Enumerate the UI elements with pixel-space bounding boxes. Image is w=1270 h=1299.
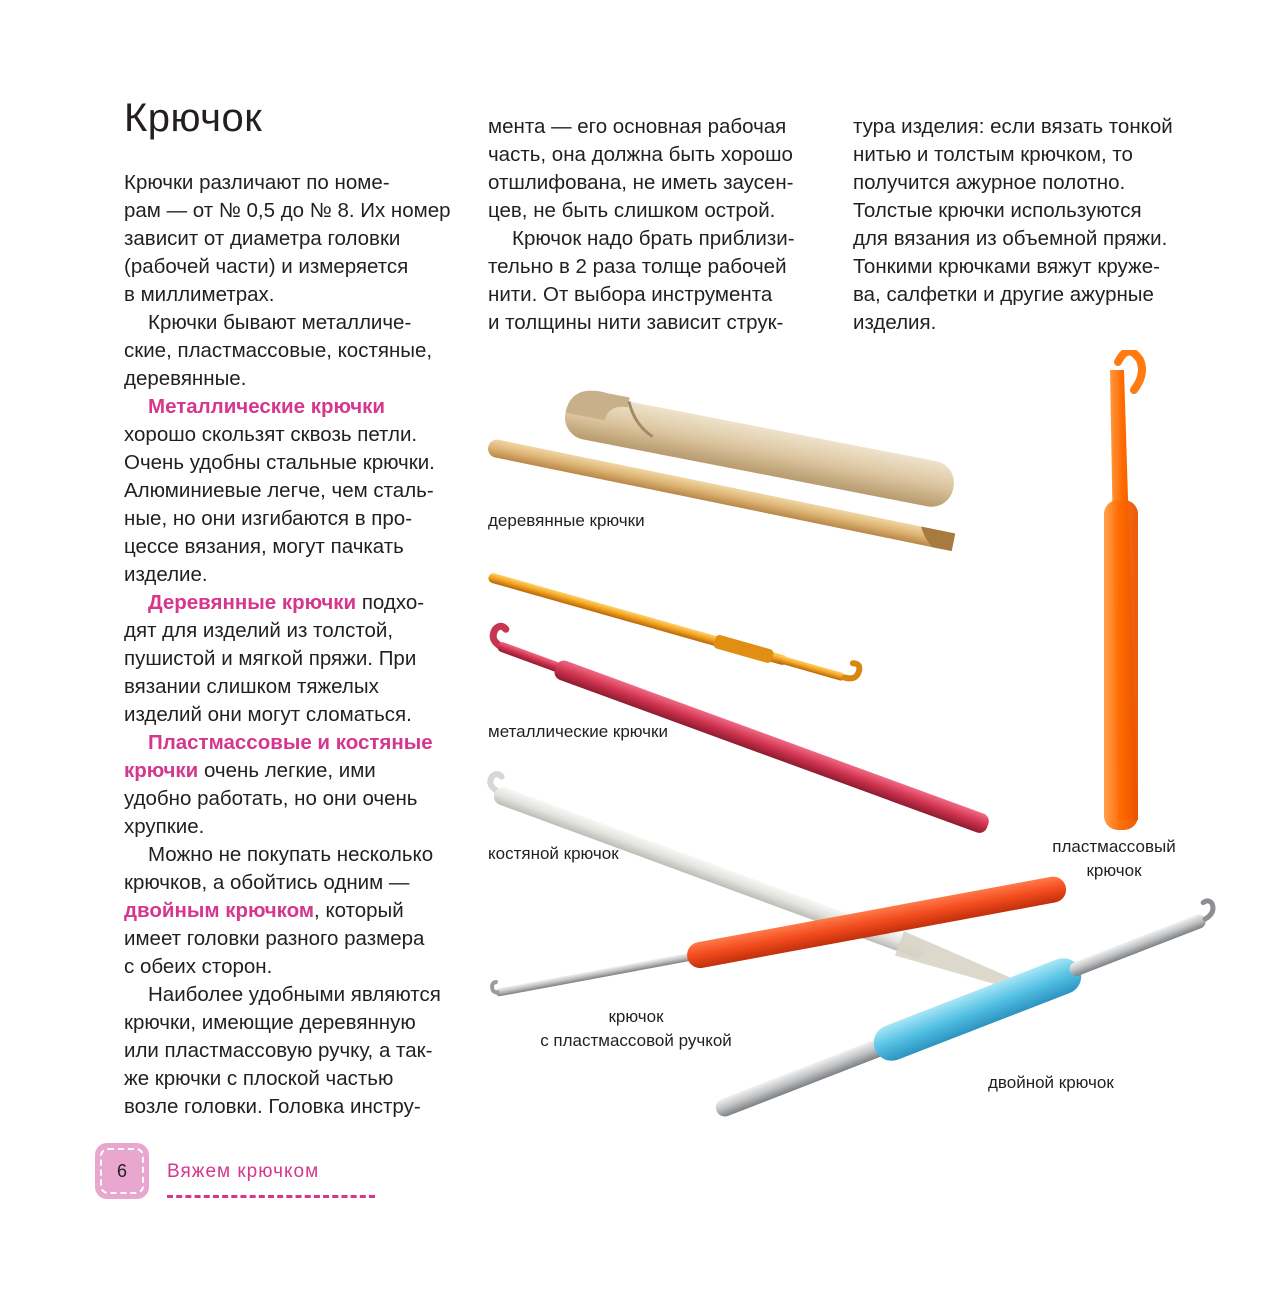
text-line — [124, 981, 451, 1009]
text-run: (рабочей части) и измеряется — [124, 255, 409, 278]
text-run: Алюминиевые легче, чем сталь- — [124, 479, 434, 502]
text-run: нити. От выбора инструмента — [488, 283, 773, 306]
text-run: изделий они могут сломаться. — [124, 703, 412, 726]
text-line — [124, 757, 451, 785]
text-run: хорошо скользят сквозь петли. — [124, 423, 418, 446]
text-run: Тонкими крючками вяжут круже- — [853, 255, 1160, 278]
text-line — [124, 533, 451, 561]
text-line — [124, 785, 451, 813]
caption-bone-hook: костяной крючок — [488, 844, 619, 863]
section-title: Вяжем крючком — [167, 1161, 320, 1182]
text-run: нитью и толстым крючком, то — [853, 143, 1133, 166]
text-run: цессе вязания, могут пачкать — [124, 535, 404, 558]
text-line — [488, 281, 795, 309]
text-line — [488, 169, 795, 197]
text-line — [124, 477, 451, 505]
page-title: Крючок — [124, 96, 263, 140]
gold-metal-hook — [487, 561, 861, 688]
text-run: для вязания из объемной пряжи. — [853, 227, 1168, 250]
text-run: ские, пластмассовые, костяные, — [124, 339, 433, 362]
text-line — [124, 169, 451, 197]
text-run: часть, она должна быть хорошо — [488, 143, 793, 166]
text-line — [124, 505, 451, 533]
text-run: получится ажурное полотно. — [853, 171, 1126, 194]
text-column-2 — [488, 113, 795, 337]
text-run: деревянные. — [124, 367, 247, 390]
text-line — [488, 225, 795, 253]
text-line — [124, 813, 451, 841]
text-run: возле головки. Головка инстру- — [124, 1095, 421, 1118]
text-line — [124, 925, 451, 953]
caption-handle-hook-line1: крючок — [608, 1007, 664, 1026]
text-run: крючки, имеющие деревянную — [124, 1011, 416, 1034]
text-run: удобно работать, но они очень — [124, 787, 418, 810]
text-line — [488, 141, 795, 169]
text-line — [124, 1037, 451, 1065]
text-line — [124, 1009, 451, 1037]
text-line — [124, 841, 451, 869]
text-run: Наиболее удобными являются — [148, 983, 441, 1006]
page-number: 6 — [100, 1148, 144, 1194]
text-line — [853, 169, 1173, 197]
text-run: Можно не покупать несколько — [148, 843, 434, 866]
text-run: изделия. — [853, 311, 937, 334]
orange-plastic-hook — [1104, 351, 1142, 830]
text-line — [124, 225, 451, 253]
large-wooden-hook — [561, 386, 958, 511]
caption-metal-hooks: металлические крючки — [488, 722, 668, 741]
footer-dashed-rule — [167, 1195, 375, 1198]
text-run: тельно в 2 раза толще рабочей — [488, 255, 787, 278]
text-run: цев, не быть слишком острой. — [488, 199, 776, 222]
text-run: Крючки бывают металличе- — [148, 311, 412, 334]
text-run: имеет головки разного размера — [124, 927, 425, 950]
text-line — [853, 141, 1173, 169]
text-run: или пластмассовую ручку, а так- — [124, 1039, 433, 1062]
text-run: ные, но они изгибаются в про- — [124, 507, 413, 530]
text-line — [488, 113, 795, 141]
caption-handle-hook — [520, 1005, 752, 1053]
caption-plastic-hook-line2: крючок — [1086, 861, 1142, 880]
highlighted-term: двойным крючком — [124, 899, 315, 922]
text-line — [124, 309, 451, 337]
text-line — [124, 253, 451, 281]
text-line — [488, 253, 795, 281]
page-number-badge — [95, 1143, 149, 1199]
text-line — [124, 561, 451, 589]
text-column-3 — [853, 113, 1173, 337]
text-run: Крючок надо брать приблизи- — [512, 227, 795, 250]
text-run: изделие. — [124, 563, 208, 586]
text-run: хрупкие. — [124, 815, 205, 838]
text-line — [124, 1093, 451, 1121]
text-run: мента — его основная рабочая — [488, 115, 787, 138]
caption-plastic-hook — [1036, 835, 1192, 883]
text-line — [124, 393, 451, 421]
caption-wooden-hooks: деревянные крючки — [488, 511, 645, 530]
text-line — [124, 197, 451, 225]
text-line — [124, 673, 451, 701]
text-line — [124, 1065, 451, 1093]
text-line — [124, 449, 451, 477]
highlighted-term: крючки — [124, 759, 199, 782]
text-run: Толстые крючки используются — [853, 199, 1142, 222]
text-run: очень легкие, ими — [198, 759, 376, 782]
text-line — [853, 197, 1173, 225]
text-line — [124, 281, 451, 309]
text-column-1 — [124, 169, 451, 1121]
text-run: рам — от № 0,5 до № 8. Их номер — [124, 199, 451, 222]
text-line — [853, 113, 1173, 141]
text-run: тура изделия: если вязать тонкой — [853, 115, 1173, 138]
highlighted-term: Пластмассовые и костяные — [148, 731, 433, 754]
text-run: же крючки с плоской частью — [124, 1067, 394, 1090]
text-line — [488, 309, 795, 337]
text-line — [488, 197, 795, 225]
text-run: ва, салфетки и другие ажурные — [853, 283, 1154, 306]
text-line — [124, 645, 451, 673]
text-line — [124, 953, 451, 981]
text-line — [124, 701, 451, 729]
text-run: отшлифована, не иметь заусен- — [488, 171, 794, 194]
highlighted-term: Деревянные крючки — [148, 591, 357, 614]
text-run: вязании слишком тяжелых — [124, 675, 379, 698]
caption-double-hook: двойной крючок — [988, 1073, 1114, 1092]
text-line — [853, 281, 1173, 309]
text-run: с обеих сторон. — [124, 955, 273, 978]
caption-plastic-hook-line1: пластмассовый — [1052, 837, 1176, 856]
text-line — [124, 337, 451, 365]
text-run: зависит от диаметра головки — [124, 227, 401, 250]
page-footer — [95, 1143, 395, 1203]
text-run: дят для изделий из толстой, — [124, 619, 394, 642]
text-run: Очень удобны стальные крючки. — [124, 451, 435, 474]
text-run: пушистой и мягкой пряжи. При — [124, 647, 417, 670]
text-line — [124, 897, 451, 925]
text-run: , который — [314, 899, 404, 922]
text-run: крючков, а обойтись одним — — [124, 871, 410, 894]
text-run: и толщины нити зависит струк- — [488, 311, 784, 334]
text-line — [124, 869, 451, 897]
text-line — [124, 617, 451, 645]
caption-handle-hook-line2: с пластмассовой ручкой — [540, 1031, 732, 1050]
text-line — [124, 729, 451, 757]
text-line — [853, 309, 1173, 337]
text-line — [124, 365, 451, 393]
text-line — [853, 225, 1173, 253]
text-line — [124, 421, 451, 449]
highlighted-term: Металлические крючки — [148, 395, 385, 418]
text-run: Крючки различают по номе- — [124, 171, 390, 194]
text-run: в миллиметрах. — [124, 283, 275, 306]
text-line — [124, 589, 451, 617]
text-run: подхо- — [356, 591, 425, 614]
text-line — [853, 253, 1173, 281]
